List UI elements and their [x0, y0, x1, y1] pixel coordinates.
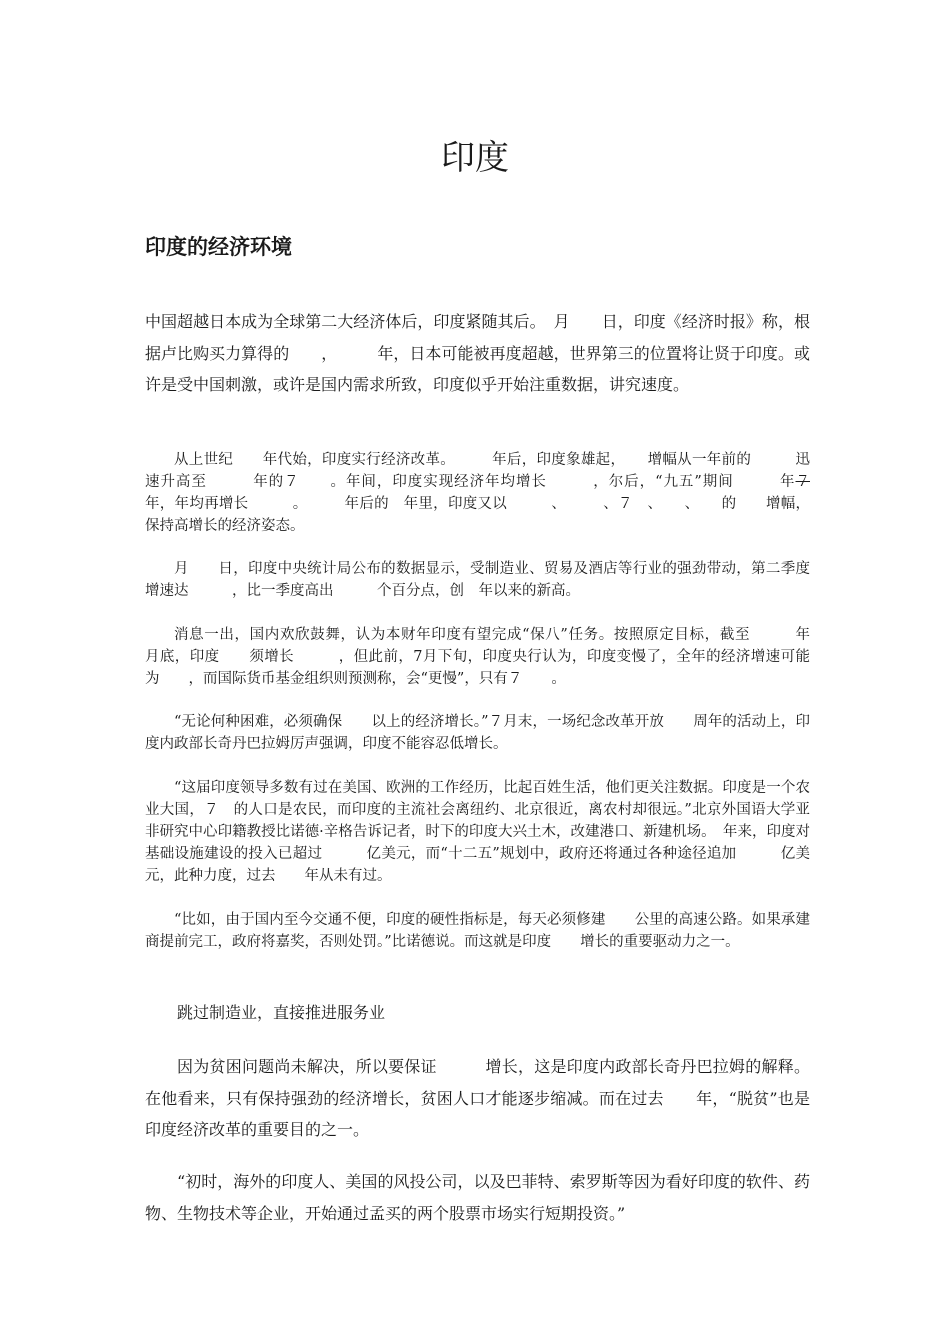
paragraph-1: 中国超越日本成为全球第二大经济体后，印度紧随其后。 月 日，印度《经济时报》称，根据卢比购买力算得的 ， 年，日本可能被再度超越，世界第三的位置将让贤于印度。或许是受中国刺激，或许是国内需求所致，印度似乎开始注重数据，讲究速度。	[145, 312, 810, 394]
paragraph-5: “无论何种困难，必须确保 以上的经济增长。”７月末，一场纪念改革开放 周年的活动上，印度内政部长奇丹巴拉姆厉声强调，印度不能容忍低增长。	[145, 714, 810, 752]
paragraph-2	[145, 449, 839, 537]
paragraph-2-text-end: 年，年均再增长 。 年后的 年里，印度又以 、 、７ 、 、 的 增幅，保持高增长的经济姿态。	[145, 474, 839, 534]
paragraph-4: 消息一出，国内欢欣鼓舞，认为本财年印度有望完成“保八”任务。按照原定目标，截至 年 月底，印度 须增长 ，但此前，7月下旬，印度央行认为，印度变慢了，全年的经济增速可能为 ，而国际货币基金组织则预测称，会“更慢”，只有７ 。	[145, 627, 825, 687]
struck-text: ７	[795, 474, 810, 490]
paragraph-2-text: 从上世纪 年代始，印度实行经济改革。 年后，印度象雄起， 增幅从一年前的 迅速升高至 年的７ 。年间，印度实现经济年均增长 ，尔后，“九五”期间 年	[145, 452, 810, 490]
subsection-heading: 跳过制造业，直接推进服务业	[177, 1003, 386, 1022]
page-title: 印度	[441, 138, 509, 178]
paragraph-7: “比如，由于国内至今交通不便，印度的硬性指标是，每天必须修建 公里的高速公路。如果承建商提前完工，政府将嘉奖，否则处罚。”比诺德说。而这就是印度 增长的重要驱动力之一。	[145, 912, 810, 950]
section-heading: 印度的经济环境	[145, 235, 292, 259]
paragraph-8: 因为贫困问题尚未解决，所以要保证 增长，这是印度内政部长奇丹巴拉姆的解释。在他看来，只有保持强劲的经济增长，贫困人口才能逐步缩减。而在过去 年，“脱贫”也是印度经济改革的重要目的之一。	[145, 1057, 810, 1139]
paragraph-9: “初时，海外的印度人、美国的风投公司，以及巴菲特、索罗斯等因为看好印度的软件、药物、生物技术等企业，开始通过孟买的两个股票市场实行短期投资。”	[145, 1172, 810, 1223]
paragraph-3: 月 日，印度中央统计局公布的数据显示，受制造业、贸易及酒店等行业的强劲带动，第二季度 增速达 ，比一季度高出 个百分点，创 年以来的新高。	[145, 561, 839, 599]
paragraph-6: “这届印度领导多数有过在美国、欧洲的工作经历，比起百姓生活，他们更关注数据。印度是一个农业大国，７ 的人口是农民，而印度的主流社会离纽约、北京很近，离农村却很远。”北京外国语大学亚非研究中心印籍教授比诺德·辛格告诉记者，时下的印度大兴土木，改建港口、新建机场。 年来，印度对基础设施建设的投入已超过 亿美元，而“十二五”规划中，政府还将通过各种途径追加 亿美元，此种力度，过去 年从未有过。	[145, 780, 810, 884]
